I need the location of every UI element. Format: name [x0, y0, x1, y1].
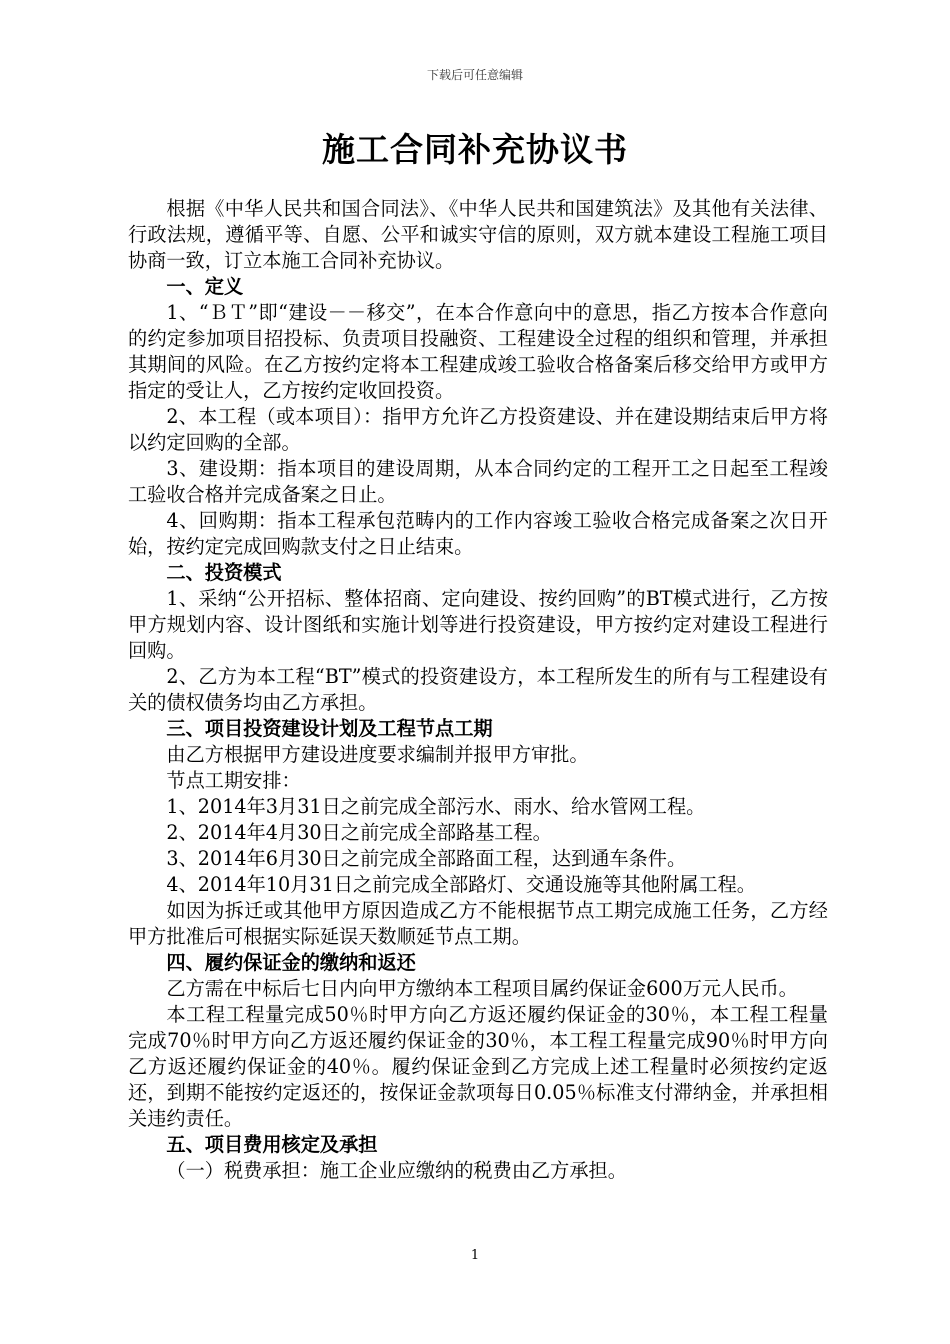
- header-note: 下载后可任意编辑: [426, 68, 523, 82]
- section-heading-4: 四、履约保证金的缴纳和返还: [166, 951, 416, 974]
- paragraph: 1、“ＢＴ”即“建设－－移交”，在本合作意向中的意思，指乙方按本合作意向的约定参加项目招投标、负责项目投融资、工程建设全过程的组织和管理，并承担其期间的风险。在乙方按约定将本工程建成竣工验收合格备案后移交给甲方或甲方指定的受让人，乙方按约定收回投资。: [128, 301, 828, 402]
- intro-paragraph: 根据《中华人民共和国合同法》、《中华人民共和国建筑法》及其他有关法律、行政法规，遵循平等、自愿、公平和诚实守信的原则，双方就本建设工程施工项目协商一致，订立本施工合同补充协议。: [128, 197, 828, 272]
- paragraph: 2、乙方为本工程“BT”模式的投资建设方，本工程所发生的所有与工程建设有关的债权债务均由乙方承担。: [128, 665, 828, 714]
- paragraph: 2、本工程（或本项目）：指甲方允许乙方投资建设、并在建设期结束后甲方将以约定回购的全部。: [128, 405, 828, 454]
- document-body: [128, 196, 828, 1184]
- paragraph: 本工程工程量完成50％时甲方向乙方返还履约保证金的30％，本工程工程量完成70％时甲方向乙方返还履约保证金的30％，本工程工程量完成90％时甲方向乙方返还履约保证金的40％。履约保证金到乙方完成上述工程量时必须按约定返还，到期不能按约定返还的，按保证金款项每日0.05％标准支付滞纳金，并承担相关违约责任。: [128, 1003, 828, 1130]
- paragraph: 4、回购期：指本工程承包范畴内的工作内容竣工验收合格完成备案之次日开始，按约定完成回购款支付之日止结束。: [128, 509, 828, 558]
- paragraph: 3、建设期：指本项目的建设周期，从本合同约定的工程开工之日起至工程竣工验收合格并完成备案之日止。: [128, 457, 828, 506]
- paragraph: 1、采纳“公开招标、整体招商、定向建设、按约回购”的BT模式进行，乙方按甲方规划内容、设计图纸和实施计划等进行投资建设，甲方按约定对建设工程进行回购。: [128, 587, 828, 662]
- paragraph: 如因为拆迁或其他甲方原因造成乙方不能根据节点工期完成施工任务，乙方经甲方批准后可根据实际延误天数顺延节点工期。: [128, 899, 828, 948]
- schedule-item: 1、2014年3月31日之前完成全部污水、雨水、给水管网工程。: [166, 795, 706, 818]
- document-title: 施工合同补充协议书: [322, 130, 628, 169]
- paragraph: 节点工期安排：: [166, 769, 301, 792]
- section-heading-5: 五、项目费用核定及承担: [166, 1133, 378, 1156]
- paragraph: 乙方需在中标后七日内向甲方缴纳本工程项目属约保证金600万元人民币。: [166, 977, 798, 1000]
- schedule-item: 4、2014年10月31日之前完成全部路灯、交通设施等其他附属工程。: [166, 873, 756, 896]
- schedule-item: 2、2014年4月30日之前完成全部路基工程。: [166, 821, 552, 844]
- section-heading-1: 一、定义: [166, 275, 244, 298]
- section-heading-3: 三、项目投资建设计划及工程节点工期: [166, 717, 493, 740]
- schedule-item: 3、2014年6月30日之前完成全部路面工程，达到通车条件。: [166, 847, 687, 870]
- paragraph: （一）税费承担：施工企业应缴纳的税费由乙方承担。: [166, 1159, 627, 1182]
- section-heading-2: 二、投资模式: [166, 561, 282, 584]
- paragraph: 由乙方根据甲方建设进度要求编制并报甲方审批。: [166, 743, 589, 766]
- page-number: 1: [470, 1248, 480, 1263]
